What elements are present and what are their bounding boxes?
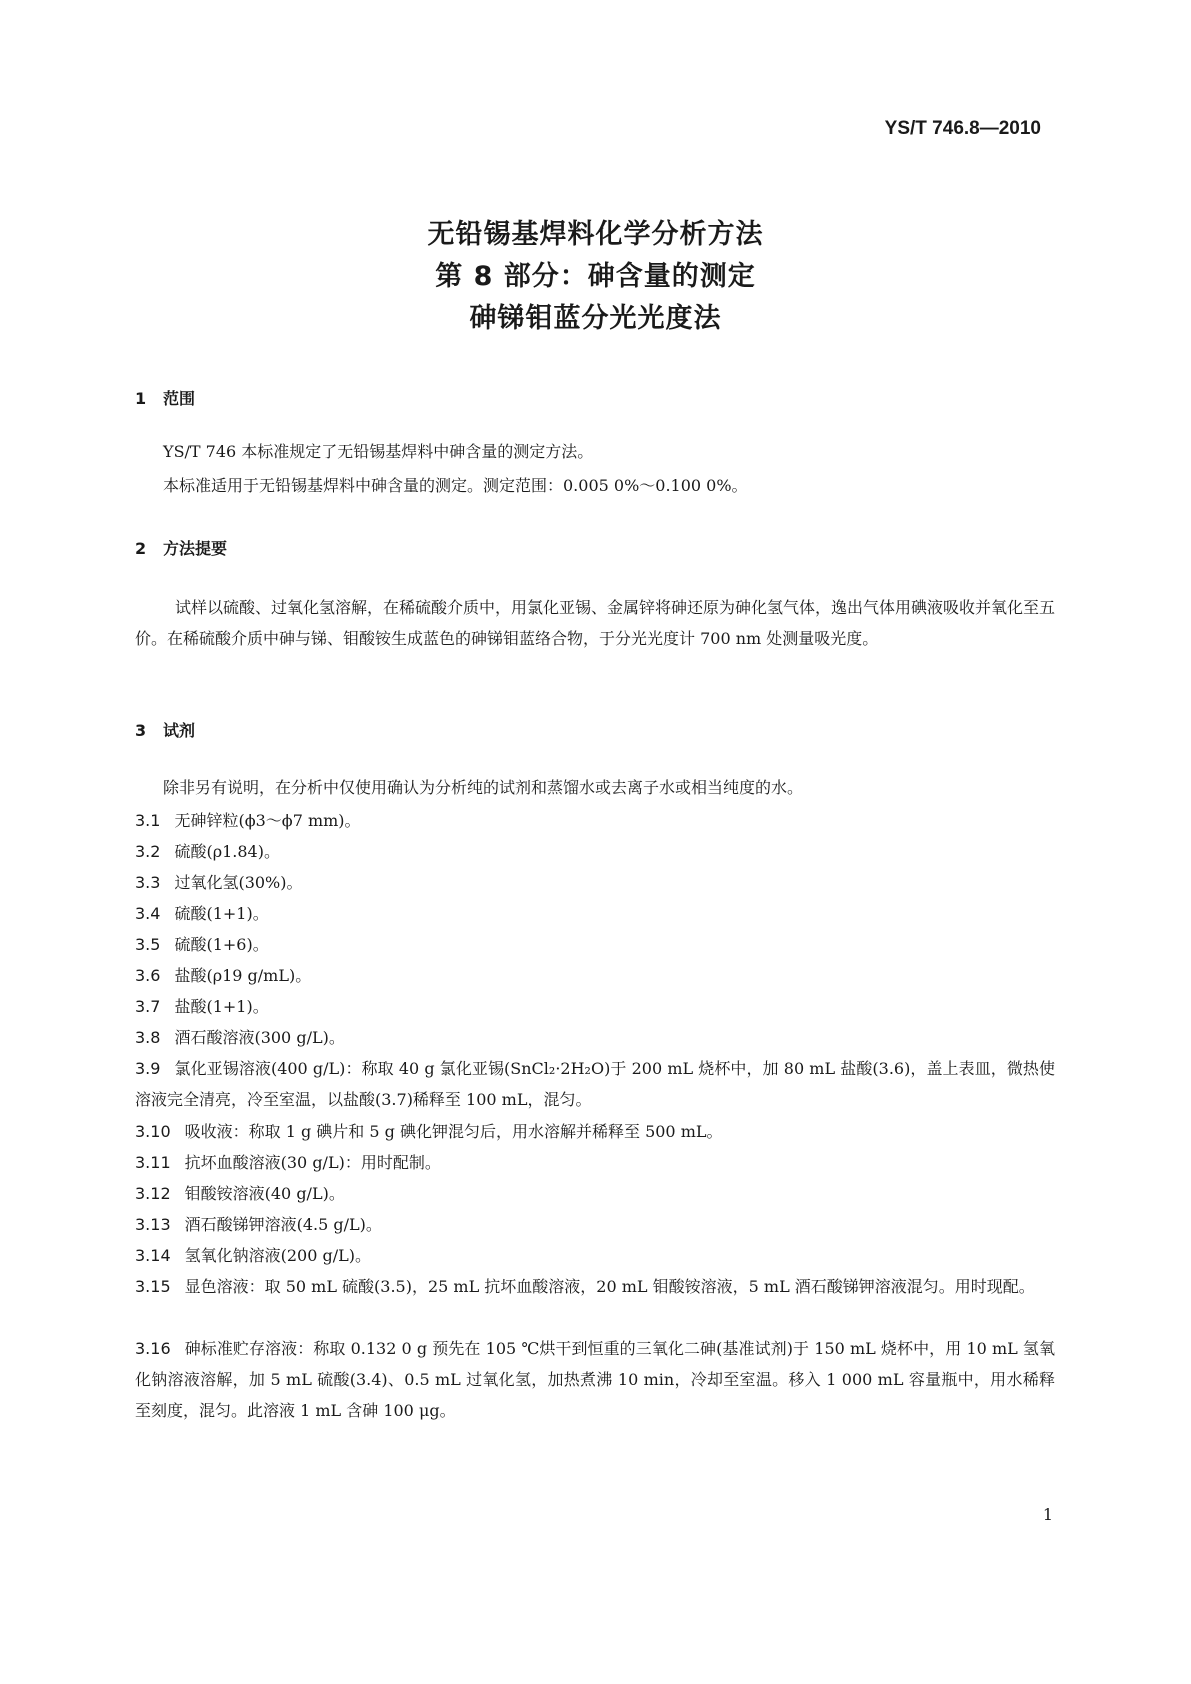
reagent-item (135, 1022, 1055, 1053)
section-title: 方法提要 (163, 539, 228, 558)
item-number: 3.3 (135, 873, 161, 892)
item-number: 3.13 (135, 1215, 171, 1234)
section-number: 1 (135, 389, 147, 408)
document-title-line-1: 无铅锡基焊料化学分析方法 (427, 219, 764, 250)
item-number: 3.4 (135, 904, 161, 923)
item-text: 钼酸铵溶液(40 g/L)。 (184, 1184, 345, 1203)
item-number: 3.12 (135, 1184, 171, 1203)
document-title-line-2: 第 8 部分：砷含量的测定 (435, 261, 756, 292)
item-text: 吸收液：称取 1 g 碘片和 5 g 碘化钾混匀后，用水溶解并稀释至 500 mL。 (184, 1122, 723, 1141)
section-title: 范围 (163, 389, 196, 408)
page-number: 1 (1042, 1505, 1053, 1524)
item-number: 3.5 (135, 935, 161, 954)
reagent-item (135, 1178, 1055, 1209)
reagent-item (135, 1209, 1055, 1240)
reagent-item (135, 991, 1055, 1022)
section-2-heading (135, 536, 227, 559)
item-number: 3.1 (135, 811, 161, 830)
reagent-item (135, 1147, 1055, 1178)
section-3-intro: 除非另有说明，在分析中仅使用确认为分析纯的试剂和蒸馏水或去离子水或相当纯度的水。 (163, 778, 804, 797)
item-number: 3.10 (135, 1122, 171, 1141)
reagent-item (135, 960, 1055, 991)
item-text: 显色溶液：取 50 mL 硫酸(3.5)，25 mL 抗坏血酸溶液，20 mL 钼酸铵溶液，5 mL 酒石酸锑钾溶液混匀。用时现配。 (184, 1277, 1035, 1296)
item-text: 无砷锌粒(ϕ3～ϕ7 mm)。 (174, 811, 361, 830)
item-number: 3.2 (135, 842, 161, 861)
item-text: 酒石酸锑钾溶液(4.5 g/L)。 (184, 1215, 382, 1234)
reagent-item (135, 1333, 1055, 1426)
item-number: 3.14 (135, 1246, 171, 1265)
section-1-paragraph-2: 本标准适用于无铅锡基焊料中砷含量的测定。测定范围：0.005 0%～0.100 0%。 (163, 476, 748, 495)
item-text: 硫酸(1+1)。 (174, 904, 269, 923)
section-2-paragraph: 试样以硫酸、过氧化氢溶解，在稀硫酸介质中，用氯化亚锡、金属锌将砷还原为砷化氢气体，逸出气体用碘液吸收并氧化至五价。在稀硫酸介质中砷与锑、钼酸铵生成蓝色的砷锑钼蓝络合物，于分光光度计 700 nm 处测量吸光度。 (135, 598, 1056, 648)
item-text: 盐酸(1+1)。 (174, 997, 269, 1016)
item-text: 过氧化氢(30%)。 (174, 873, 303, 892)
section-3-heading (135, 718, 195, 741)
reagent-item (135, 867, 1055, 898)
reagent-item (135, 1271, 1055, 1302)
item-text: 抗坏血酸溶液(30 g/L)：用时配制。 (184, 1153, 441, 1172)
reagent-item (135, 836, 1055, 867)
item-number: 3.6 (135, 966, 161, 985)
reagent-item (135, 1053, 1055, 1115)
item-number: 3.16 (135, 1339, 171, 1358)
document-title-line-3: 砷锑钼蓝分光光度法 (469, 303, 722, 334)
item-text: 硫酸(ρ1.84)。 (174, 842, 280, 861)
item-number: 3.15 (135, 1277, 171, 1296)
section-number: 2 (135, 539, 147, 558)
standard-number: YS/T 746.8—2010 (884, 118, 1041, 139)
item-number: 3.11 (135, 1153, 171, 1172)
item-text: 砷标准贮存溶液：称取 0.132 0 g 预先在 105 ℃烘干到恒重的三氧化二砷(基准试剂)于 150 mL 烧杯中，用 10 mL 氢氧化钠溶液溶解，加 5 mL 硫酸(3.4)、0.5 mL 过氧化氢，加热煮沸 10 min，冷却至室温。移入 1 000 mL 容量瓶中，用水稀释至刻度，混匀。此溶液 1 mL 含砷 100 μg。 (135, 1339, 1055, 1420)
reagent-item (135, 898, 1055, 929)
section-title: 试剂 (163, 721, 196, 740)
reagent-item (135, 1116, 1055, 1147)
item-number: 3.7 (135, 997, 161, 1016)
item-text: 氢氧化钠溶液(200 g/L)。 (184, 1246, 371, 1265)
section-1-heading (135, 386, 195, 409)
item-text: 盐酸(ρ19 g/mL)。 (174, 966, 312, 985)
reagent-item (135, 1240, 1055, 1271)
reagent-item (135, 805, 1055, 836)
item-text: 氯化亚锡溶液(400 g/L)：称取 40 g 氯化亚锡(SnCl₂·2H₂O)于 200 mL 烧杯中，加 80 mL 盐酸(3.6)，盖上表皿，微热使溶液完全清亮，冷至室温，以盐酸(3.7)稀释至 100 mL，混匀。 (135, 1059, 1055, 1109)
reagent-item (135, 929, 1055, 960)
item-number: 3.9 (135, 1059, 161, 1078)
item-number: 3.8 (135, 1028, 161, 1047)
item-text: 酒石酸溶液(300 g/L)。 (174, 1028, 345, 1047)
section-number: 3 (135, 721, 147, 740)
section-1-paragraph-1: YS/T 746 本标准规定了无铅锡基焊料中砷含量的测定方法。 (163, 442, 594, 461)
item-text: 硫酸(1+6)。 (174, 935, 269, 954)
